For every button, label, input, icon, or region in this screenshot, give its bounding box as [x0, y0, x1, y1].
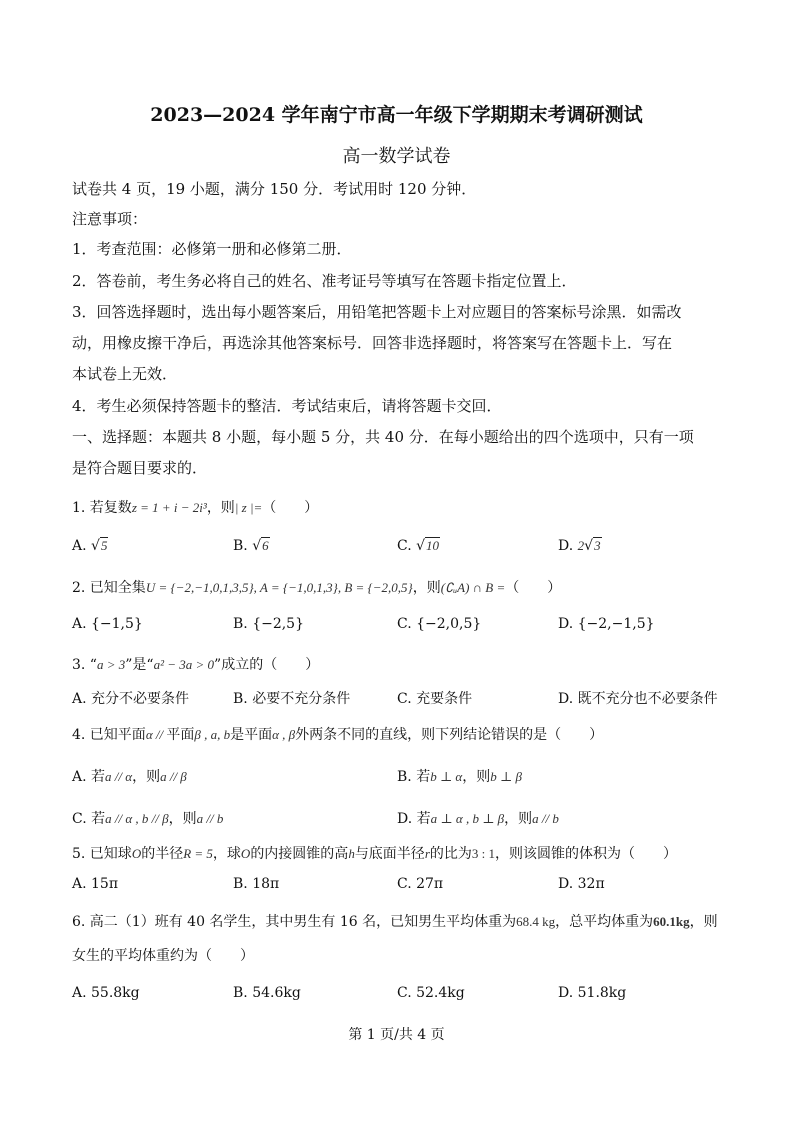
- question-3: [72, 655, 722, 675]
- question-2: [72, 578, 722, 598]
- section-heading-line1: 一、选择题：本题共 8 小题，每小题 5 分，共 40 分．在每小题给出的四个选项中，只有一项: [72, 428, 694, 446]
- q5-option-c: C. 27π: [397, 876, 444, 892]
- q3-condition-2: a² − 3a > 0: [153, 657, 215, 672]
- q4-option-d: D. 若a ⊥ α , b ⊥ β，则a // b: [397, 811, 559, 827]
- q6-option-d: D. 51.8kg: [558, 985, 627, 1001]
- q1-option-a: A. √5: [72, 538, 108, 554]
- q6-option-a: A. 55.8kg: [72, 985, 140, 1001]
- q1-option-b: B. √6: [233, 538, 269, 554]
- question-6-line1: 6. 高二（1）班有 40 名学生，其中男生有 16 名，已知男生平均体重为68.4 kg，总平均体重为60.1kg，则: [72, 914, 718, 930]
- q6-option-b: B. 54.6kg: [233, 985, 301, 1001]
- page-number: 第 1 页/共 4 页: [348, 1027, 445, 1043]
- q1-option-d: D. 2√3: [558, 538, 601, 554]
- question-4: 4. 已知平面α // 平面β , a, b是平面α , β外两条不同的直线，则下列结论错误的是（ ）: [72, 727, 604, 743]
- question-5: 5. 已知球O的半径R = 5，球O的内接圆锥的高h与底面半径r的比为3 : 1，则该圆锥的体积为（ ）: [72, 846, 677, 862]
- q2-expression: (∁ᵤA) ∩ B =: [440, 580, 506, 595]
- notice-3-line3: 本试卷上无效．: [72, 365, 178, 383]
- q2-option-a: A. {−1,5}: [72, 616, 143, 632]
- notice-4: 4．考生必须保持答题卡的整洁．考试结束后，请将答题卡交回．: [72, 397, 502, 415]
- q3-condition-1: a > 3: [96, 657, 126, 672]
- notice-1: 1．考查范围：必修第一册和必修第二册．: [72, 240, 352, 258]
- question-6-line2: 女生的平均体重约为（ ）: [72, 948, 254, 964]
- q2-blank: （ ）: [505, 580, 562, 596]
- q4-option-c: C. 若a // α , b // β，则a // b: [72, 811, 224, 827]
- q1-expression: z = 1 + i − 2i³: [131, 500, 207, 515]
- q3-stem: 3. “: [72, 657, 97, 673]
- q3-option-b: B. 必要不充分条件: [233, 691, 351, 707]
- notice-3-line1: 3．回答选择题时，选出每小题答案后，用铅笔把答题卡上对应题目的答案标号涂黑．如需改: [72, 303, 682, 321]
- q1-option-c: C. √10: [397, 538, 440, 554]
- q2-option-c: C. {−2,0,5}: [397, 616, 482, 632]
- q5-option-a: A. 15π: [72, 876, 119, 892]
- section-heading-line2: 是符合题目要求的．: [72, 459, 208, 477]
- q1-stem: 1. 若复数: [72, 500, 132, 516]
- q6-option-c: C. 52.4kg: [397, 985, 465, 1001]
- q2-stem: 2. 已知全集: [72, 580, 146, 596]
- q1-stem-mid: ，则: [206, 500, 235, 516]
- notice-title: 注意事项：: [72, 210, 148, 228]
- question-1: [72, 498, 722, 518]
- q3-blank: ”成立的（ ）: [214, 657, 320, 673]
- notice-3-line2: 动，用橡皮擦干净后，再选涂其他答案标号．回答非选择题时，将答案写在答题卡上．写在: [72, 334, 673, 352]
- exam-subtitle: 高一数学试卷: [342, 146, 451, 167]
- q1-modulus: | z |=: [234, 500, 263, 515]
- notice-2: 2．答卷前，考生务必将自己的姓名、准考证号等填写在答题卡指定位置上．: [72, 272, 577, 290]
- q3-option-a: A. 充分不必要条件: [72, 691, 190, 707]
- q3-stem-mid: ”是“: [125, 657, 154, 673]
- q4-option-a: A. 若a // α，则a // β: [72, 769, 187, 785]
- q2-option-d: D. {−2,−1,5}: [558, 616, 655, 632]
- q2-option-b: B. {−2,5}: [233, 616, 304, 632]
- q3-option-d: D. 既不充分也不必要条件: [558, 691, 718, 707]
- q2-stem-mid: ，则: [412, 580, 441, 596]
- q5-option-d: D. 32π: [558, 876, 605, 892]
- q3-option-c: C. 充要条件: [397, 691, 473, 707]
- q5-option-b: B. 18π: [233, 876, 280, 892]
- exam-info: 试卷共 4 页，19 小题，满分 150 分．考试用时 120 分钟．: [72, 180, 477, 198]
- exam-title: 2023—2024 学年南宁市高一年级下学期期末考调研测试: [150, 104, 643, 126]
- q2-sets: U = {−2,−1,0,1,3,5}, A = {−1,0,1,3}, B = {−2,0,5}: [145, 580, 413, 595]
- q1-blank: （ ）: [262, 500, 319, 516]
- q4-option-b: B. 若b ⊥ α，则b ⊥ β: [397, 769, 522, 785]
